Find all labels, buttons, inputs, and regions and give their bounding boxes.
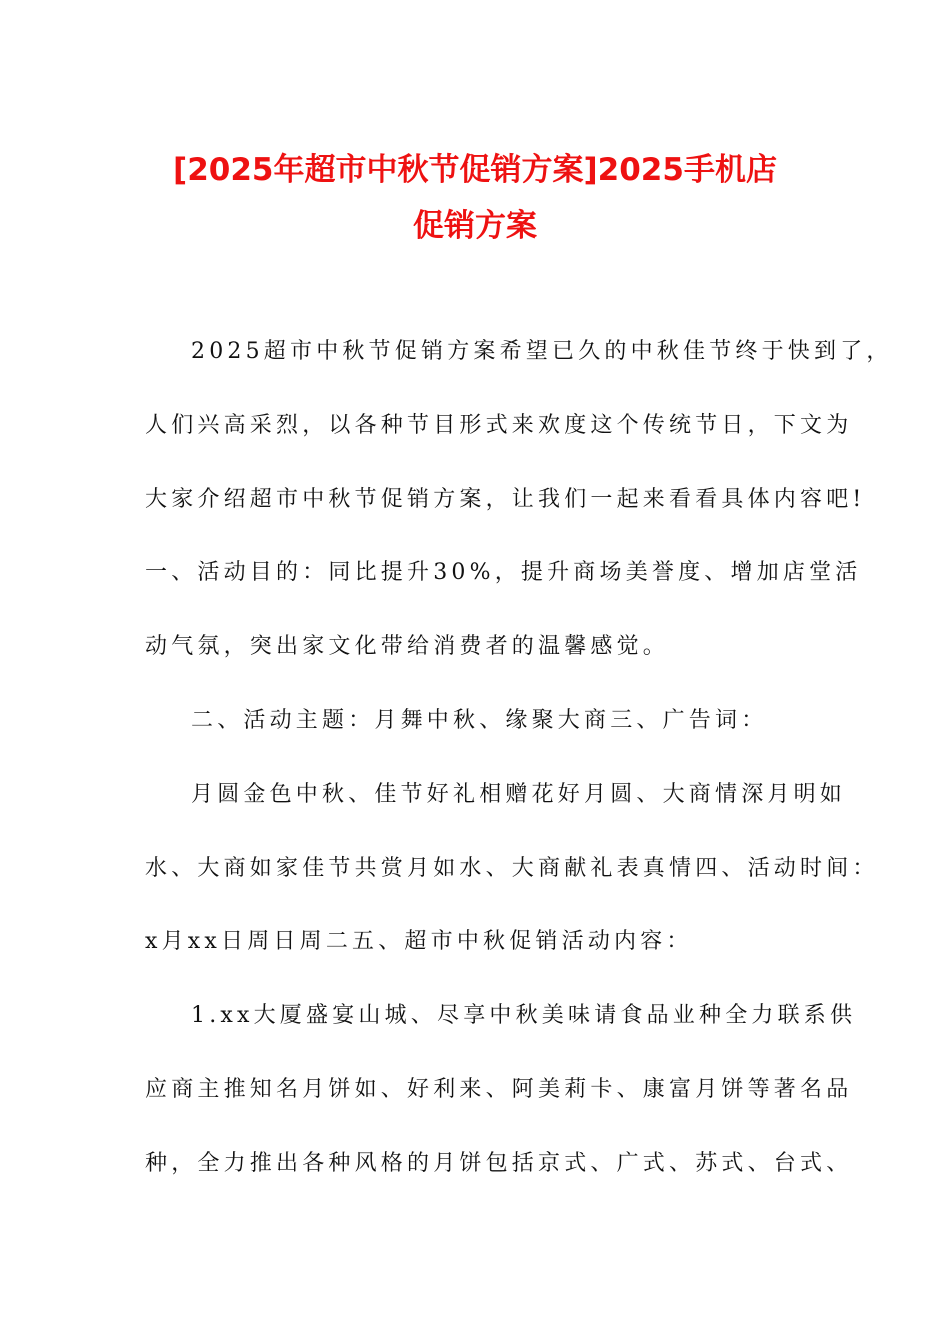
- body-line-5: 动气氛，突出家文化带给消费者的温馨感觉。: [145, 634, 670, 660]
- document-title: [120, 142, 830, 254]
- body-line-12: 种，全力推出各种风格的月饼包括京式、广式、苏式、台式、: [145, 1150, 853, 1176]
- body-line-4: 一、活动目的：同比提升30%，提升商场美誉度、增加店堂活: [145, 560, 862, 586]
- document-body: [145, 324, 893, 1210]
- body-line-11: 应商主推知名月饼如、好利来、阿美莉卡、康富月饼等著名品: [145, 1076, 853, 1102]
- body-line-3: 大家介绍超市中秋节促销方案，让我们一起来看看具体内容吧!: [145, 486, 866, 512]
- body-line-1: 2025超市中秋节促销方案希望已久的中秋佳节终于快到了，: [191, 339, 893, 364]
- body-line-6: 二、活动主题：月舞中秋、缘聚大商三、广告词：: [191, 707, 768, 733]
- body-line-8: 水、大商如家佳节共赏月如水、大商献礼表真情四、活动时间：: [145, 855, 879, 881]
- title-line-2: 促销方案: [413, 208, 537, 244]
- body-line-10: 1.xx大厦盛宴山城、尽享中秋美味请食品业种全力联系供: [191, 1003, 857, 1029]
- title-line-1: [2025年超市中秋节促销方案]2025手机店: [173, 152, 777, 188]
- body-line-9: x月xx日周日周二五、超市中秋促销活动内容：: [145, 929, 693, 955]
- body-line-7: 月圆金色中秋、佳节好礼相赠花好月圆、大商情深月明如: [191, 781, 847, 807]
- body-line-2: 人们兴高采烈，以各种节目形式来欢度这个传统节日，下文为: [145, 412, 853, 438]
